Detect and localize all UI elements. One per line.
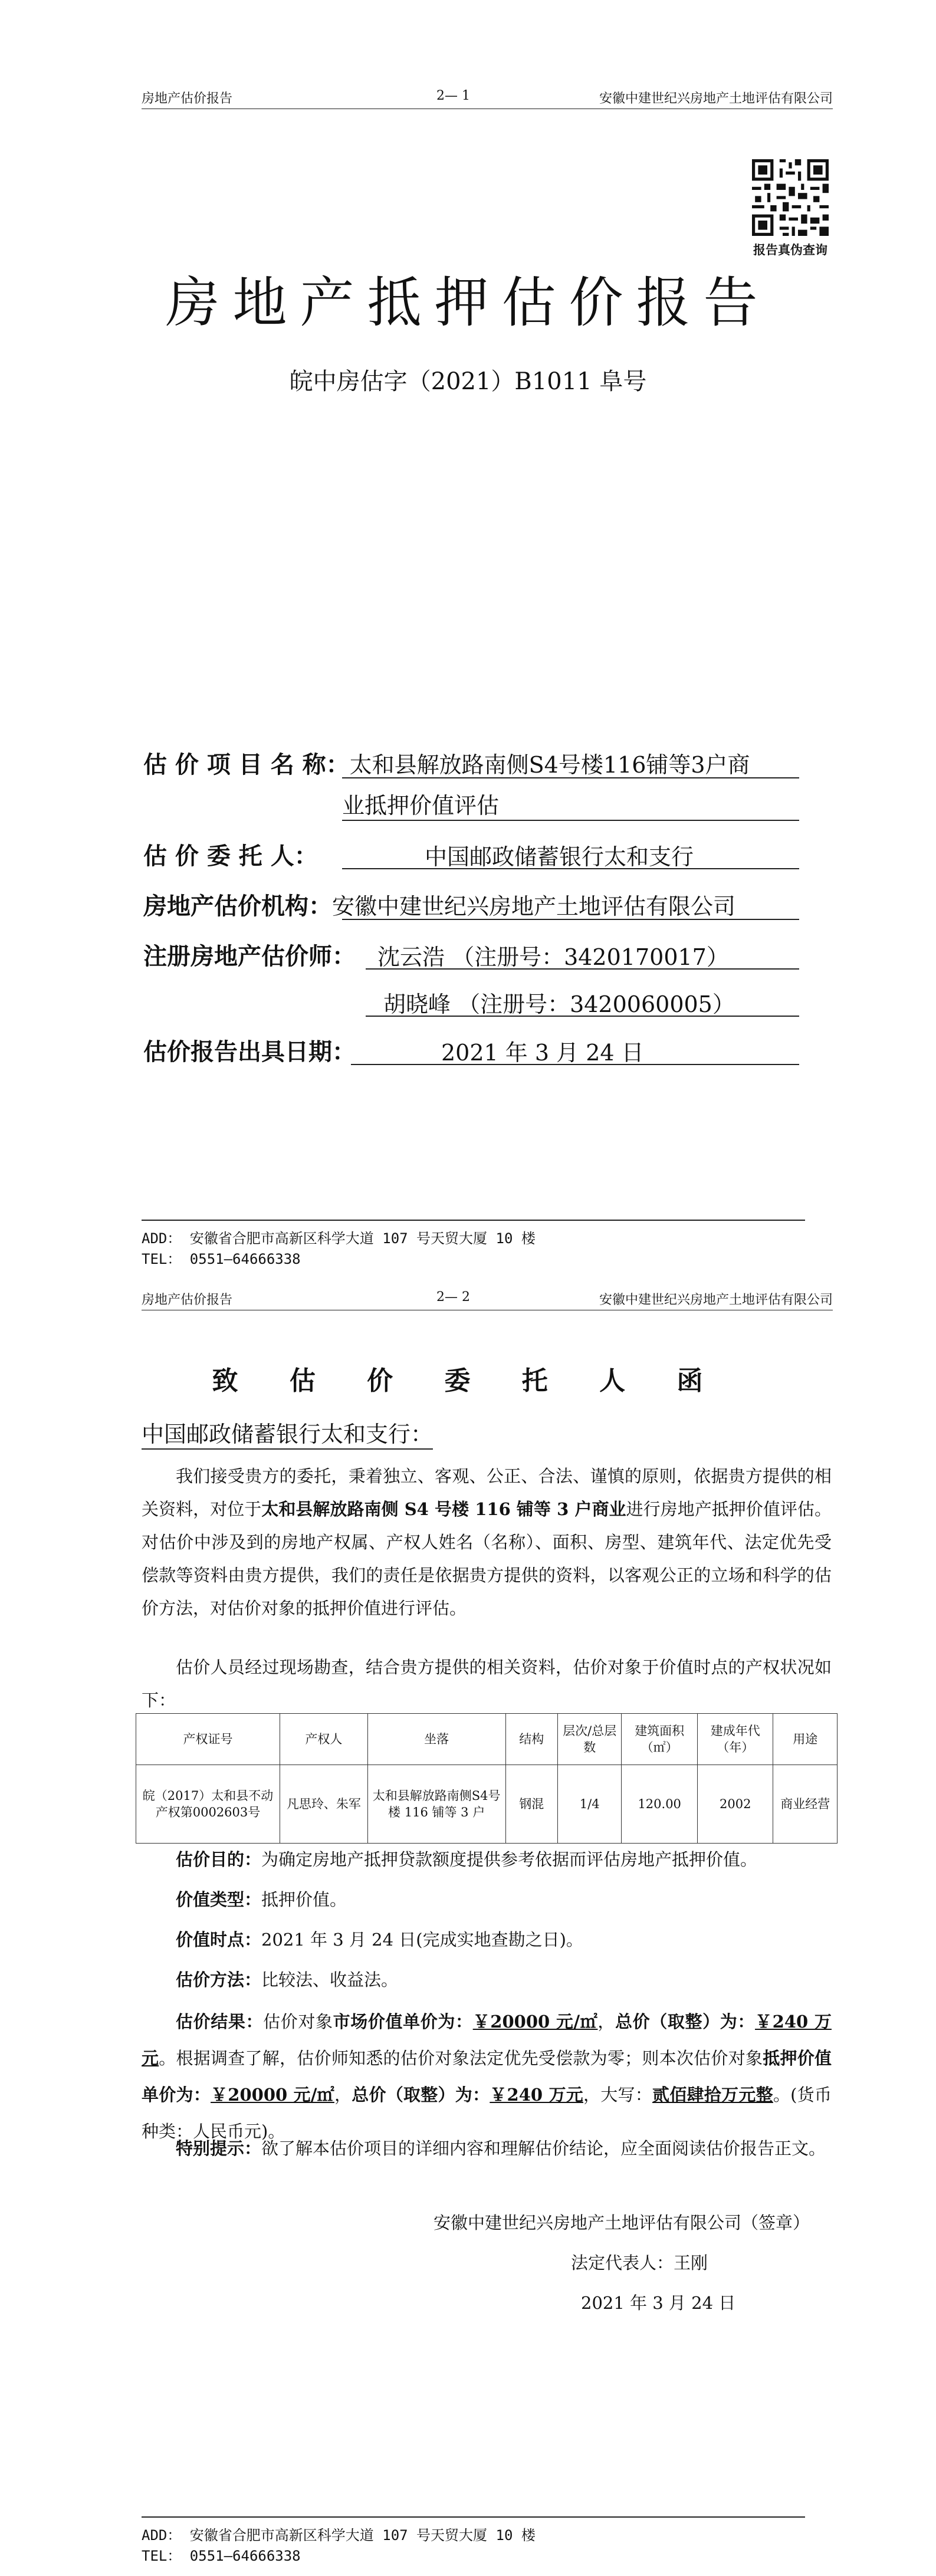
cell-structure: 钢混	[505, 1765, 557, 1844]
result-text-1: 估价对象	[263, 2012, 333, 2032]
client-row	[143, 837, 318, 871]
value-type-value: 抵押价值。	[261, 1890, 347, 1910]
result-text-13: ，大写：	[583, 2085, 653, 2105]
result-text-15: 。(货币种类：人民币元)。	[142, 2085, 832, 2141]
header-left: 房地产估价报告	[142, 1293, 233, 1307]
col-area: 建筑面积（㎡）	[622, 1714, 698, 1765]
signature-representative: 法定代表人：王刚	[571, 2253, 708, 2273]
underline	[366, 968, 799, 970]
col-usage: 用途	[773, 1714, 838, 1765]
underline	[366, 1016, 799, 1017]
issue-date-row	[143, 1033, 356, 1067]
cell-usage: 商业经营	[773, 1765, 838, 1844]
cell-year: 2002	[697, 1765, 773, 1844]
result-text-7: 。根据调查了解，估价师知悉的估价对象法定优先受偿款为零；则本次估价对象	[159, 2048, 763, 2068]
status-paragraph: 估价人员经过现场勘查，结合贵方提供的相关资料，估价对象于价值时点的产权状况如下：	[142, 1657, 832, 1710]
project-name-value-1: 太和县解放路南侧S4号楼116铺等3户商	[349, 752, 750, 778]
underline	[342, 777, 799, 778]
agency-row	[143, 888, 735, 921]
footer-phone: TEL： 0551—64666338	[142, 2548, 301, 2564]
cell-cert-no: 皖（2017）太和县不动产权第0002603号	[136, 1765, 280, 1844]
mortgage-total-label: 总价（取整）为：	[352, 2085, 490, 2105]
col-location: 坐落	[367, 1714, 505, 1765]
header-left: 房地产估价报告	[142, 91, 233, 106]
page-header	[142, 88, 833, 109]
value-type-line	[142, 1883, 832, 1916]
issue-date-value: 2021 年 3 月 24 日	[441, 1040, 644, 1066]
cell-location: 太和县解放路南侧S4号楼 116 铺等 3 户	[367, 1765, 505, 1844]
client-label: 估 价 委 托 人：	[143, 842, 318, 870]
result-comma-2: ，	[334, 2085, 352, 2105]
client-value: 中国邮政储蓄银行太和支行	[425, 844, 694, 870]
method-line	[142, 1963, 832, 1996]
intro-text-c: 进行房地产抵押价值评估。对估价中涉及到的房地产权属、产权人姓名（名称）、面积、房型、建筑年代、法定优先受偿款等资料由贵方提供，我们的责任是依据贵方提供的资料，以客观公正的立场和科学的估价方法，对估价对象的抵押价值进行评估。	[142, 1499, 832, 1618]
issue-date-label: 估价报告出具日期：	[143, 1038, 356, 1066]
market-total-price: ￥240 万元	[142, 2012, 832, 2068]
result-comma-1: ，	[597, 2012, 616, 2032]
mortgage-total-price: ￥240 万元	[490, 2085, 583, 2105]
property-rights-table	[136, 1713, 838, 1844]
result-paragraph	[142, 2003, 832, 2150]
header-page-number: 2— 2	[436, 1290, 470, 1305]
col-cert-no: 产权证号	[136, 1714, 280, 1765]
appraiser-label: 注册房地产估价师：	[143, 942, 356, 970]
footer-address: ADD： 安徽省合肥市高新区科学大道 107 号天贸大厦 10 楼	[142, 2527, 536, 2544]
footer-phone: TEL： 0551—64666338	[142, 1251, 301, 1267]
result-label: 估价结果：	[176, 2012, 264, 2032]
header-page-number: 2— 1	[436, 88, 470, 103]
header-company: 安徽中建世纪兴房地产土地评估有限公司	[599, 1293, 833, 1307]
col-owner: 产权人	[280, 1714, 368, 1765]
underline	[342, 919, 799, 920]
signature-company: 安徽中建世纪兴房地产土地评估有限公司（签章）	[433, 2213, 810, 2233]
cell-floors: 1/4	[557, 1765, 621, 1844]
special-tip-text: 欲了解本估价项目的详细内容和理解估价结论，应全面阅读估价报告正文。	[261, 2138, 826, 2158]
footer-divider	[142, 1220, 805, 1221]
project-name-label: 估 价 项 目 名 称：	[143, 751, 350, 778]
addressee: 中国邮政储蓄银行太和支行：	[142, 1416, 433, 1450]
value-time-line	[142, 1923, 832, 1956]
underline	[342, 820, 799, 821]
value-time-value: 2021 年 3 月 24 日(完成实地查勘之日)。	[261, 1930, 583, 1950]
col-structure: 结构	[505, 1714, 557, 1765]
purpose-label: 估价目的：	[176, 1849, 262, 1869]
table-header-row	[136, 1714, 838, 1765]
underline	[351, 1064, 799, 1065]
market-unit-price: ￥20000 元/㎡	[472, 2012, 598, 2032]
table-row	[136, 1765, 838, 1844]
agency-value: 安徽中建世纪兴房地产土地评估有限公司	[332, 893, 736, 919]
project-name-value-2: 业抵押价值评估	[342, 793, 500, 819]
qr-code-icon[interactable]	[752, 159, 829, 236]
method-value: 比较法、收益法。	[261, 1970, 399, 1990]
intro-property: 太和县解放路南侧 S4 号楼 116 铺等 3 户商业	[261, 1499, 626, 1519]
footer-divider	[142, 2516, 805, 2518]
method-label: 估价方法：	[176, 1970, 262, 1990]
report-number: 皖中房估字（2021）B1011 阜号	[289, 368, 647, 395]
col-year: 建成年代（年）	[697, 1714, 773, 1765]
intro-text-a: 我们接受贵方的委托，秉着独立、客观、公正、合法、谨慎的原则，依据贵方提供的相关资料，对位于	[142, 1466, 832, 1519]
cell-owner: 凡思玲、朱军	[280, 1765, 368, 1844]
col-floors: 层次/总层数	[557, 1714, 621, 1765]
footer-address: ADD： 安徽省合肥市高新区科学大道 107 号天贸大厦 10 楼	[142, 1230, 536, 1247]
cover-page	[0, 0, 936, 1283]
cell-area: 120.00	[622, 1765, 698, 1844]
appraiser-2: 胡晓峰 （注册号：3420060005）	[383, 991, 735, 1017]
page-header	[142, 1290, 833, 1310]
mortgage-unit-label: 抵押价值单价为：	[142, 2048, 832, 2105]
letter-title: 致 估 价 委 托 人 函	[212, 1366, 724, 1396]
agency-label: 房地产估价机构：	[143, 892, 332, 920]
value-type-label: 价值类型：	[176, 1890, 262, 1910]
amount-in-words: 贰佰肆拾万元整	[652, 2085, 773, 2105]
signature-date: 2021 年 3 月 24 日	[581, 2293, 736, 2313]
value-time-label: 价值时点：	[176, 1930, 262, 1950]
special-tip-label: 特别提示：	[176, 2138, 262, 2158]
market-unit-label: 市场价值单价为：	[333, 2012, 473, 2032]
special-tip-paragraph	[142, 2132, 832, 2165]
report-title: 房地产抵押估价报告	[165, 271, 771, 334]
mortgage-unit-price: ￥20000 元/㎡	[211, 2085, 334, 2105]
appraiser-row	[143, 938, 356, 971]
appraiser-1: 沈云浩 （注册号：3420170017）	[377, 944, 729, 970]
letter-page	[0, 1283, 936, 2576]
purpose-value: 为确定房地产抵押贷款额度提供参考依据而评估房地产抵押价值。	[261, 1849, 758, 1869]
qr-caption: 报告真伪查询	[753, 242, 827, 257]
underline	[342, 868, 799, 869]
purpose-line	[142, 1843, 832, 1876]
market-total-label: 总价（取整）为：	[615, 2012, 756, 2032]
project-name-row	[143, 746, 750, 780]
intro-paragraph	[142, 1460, 832, 1625]
header-company: 安徽中建世纪兴房地产土地评估有限公司	[599, 91, 833, 106]
